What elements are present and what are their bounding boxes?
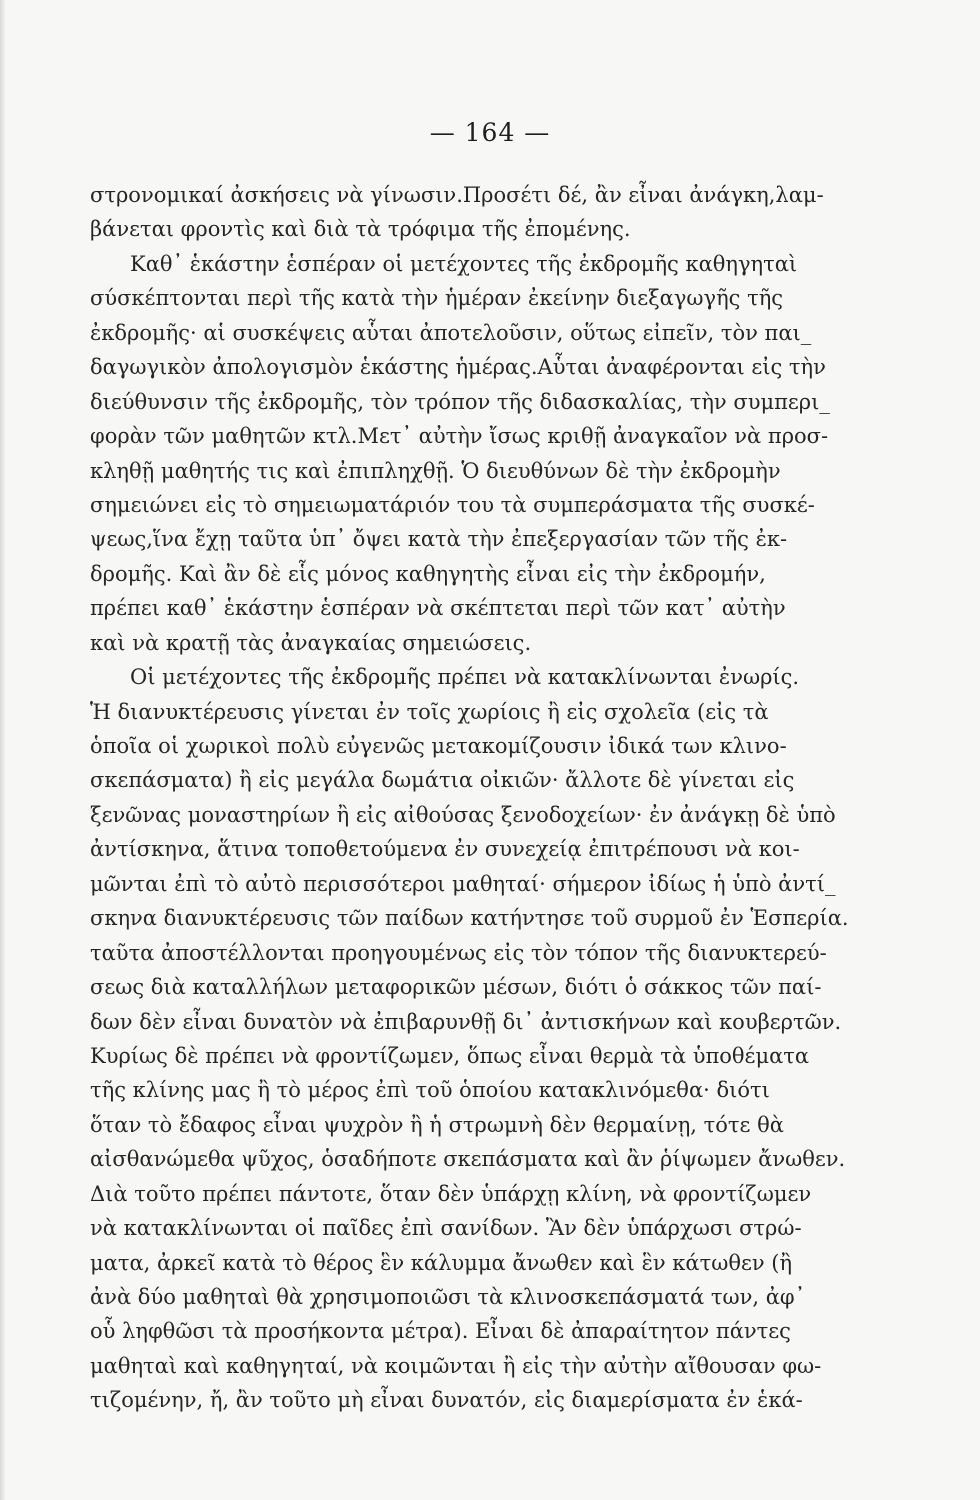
text-line: ταῦτα ἀποστέλλονται προηγουμένως εἰς τὸν τόπον τῆς διανυκτερεύ- bbox=[90, 940, 827, 965]
text-line: μῶνται ἐπὶ τὸ αὐτὸ περισσότεροι μαθηταί· σήμερον ἰδίως ἡ ὑπὸ ἀντί_ bbox=[90, 871, 836, 896]
page-number: — 164 — bbox=[429, 118, 551, 147]
text-line: ὁποῖα οἱ χωρικοὶ πολὺ εὐγενῶς μετακομίζουσιν ἰδικά των κλινο- bbox=[90, 734, 787, 758]
text-line: μαθηταὶ καὶ καθηγηταί, νὰ κοιμῶνται ἢ εἰς τὴν αὐτὴν αἴθουσαν φω- bbox=[90, 1353, 822, 1378]
text-line: δρομῆς. Καὶ ἂν δὲ εἷς μόνος καθηγητὴς εἶναι εἰς τὴν ἐκδρομήν, bbox=[90, 561, 766, 586]
text-line: ὅταν τὸ ἔδαφος εἶναι ψυχρὸν ἢ ἡ στρωμνὴ δὲν θερμαίνῃ, τότε θὰ bbox=[90, 1112, 784, 1137]
text-line: δων δὲν εἶναι δυνατὸν νὰ ἐπιβαρυνθῇ δι᾽ ἀντισκήνων καὶ κουβερτῶν. bbox=[90, 1009, 842, 1034]
text-line: τιζομένην, ἤ, ἂν τοῦτο μὴ εἶναι δυνατόν, εἰς διαμερίσματα ἐν ἑκά- bbox=[90, 1388, 803, 1413]
text-line: νὰ κατακλίνωνται οἱ παῖδες ἐπὶ σανίδων. Ἂν δὲν ὑπάρχωσι στρώ- bbox=[90, 1216, 802, 1241]
text-line: σύσκέπτονται περὶ τῆς κατὰ τὴν ἡμέραν ἐκείνην διεξαγωγῆς τῆς bbox=[90, 286, 784, 311]
text-line: σεως διὰ καταλλήλων μεταφορικῶν μέσων, διότι ὁ σάκκος τῶν παί- bbox=[90, 975, 822, 1000]
text-line: Οἱ μετέχοντες τῆς ἐκδρομῆς πρέπει νὰ κατακλίνωνται ἐνωρίς. bbox=[130, 665, 800, 690]
text-line: κληθῇ μαθητής τις καὶ ἐπιπληχθῇ. Ὁ διευθύνων δὲ τὴν ἐκδρομὴν bbox=[90, 458, 781, 483]
text-line: βάνεται φροντὶς καὶ διὰ τὰ τρόφιμα τῆς ἐπομένης. bbox=[90, 217, 631, 242]
text-line: σκηνα διανυκτέρευσις τῶν παίδων κατήντησε τοῦ συρμοῦ ἐν Ἑσπερία. bbox=[90, 906, 849, 931]
text-line: ἀντίσκηνα, ἅτινα τοποθετούμενα ἐν συνεχείᾳ ἐπιτρέπουσι νὰ κοι- bbox=[90, 837, 800, 862]
text-line: τῆς κλίνης μας ἢ τὸ μέρος ἐπὶ τοῦ ὁποίου κατακλινόμεθα· διότι bbox=[90, 1078, 770, 1103]
text-line: στρονομικαί ἀσκήσεις νὰ γίνωσιν.Προσέτι δέ, ἂν εἶναι ἀνάγκη,λαμ- bbox=[90, 183, 824, 207]
text-line: ἀνὰ δύο μαθηταὶ θὰ χρησιμοποιῶσι τὰ κλινοσκεπάσματά των, ἀφ᾽ bbox=[90, 1285, 806, 1309]
text-line: φορὰν τῶν μαθητῶν κτλ.Μετ᾽ αὐτὴν ἴσως κριθῇ ἀναγκαῖον νὰ προσ- bbox=[90, 424, 829, 449]
text-line: Κυρίως δὲ πρέπει νὰ φροντίζωμεν, ὅπως εἶναι θερμὰ τὰ ὑποθέματα bbox=[90, 1043, 810, 1068]
text-line: πρέπει καθ᾽ ἑκάστην ἑσπέραν νὰ σκέπτεται περὶ τῶν κατ᾽ αὐτὴν bbox=[90, 596, 786, 621]
text-line: ψεως,ἵνα ἔχῃ ταῦτα ὑπ᾽ ὄψει κατὰ τὴν ἐπεξεργασίαν τῶν τῆς ἐκ- bbox=[90, 527, 788, 552]
text-line: Ἡ διανυκτέρευσις γίνεται ἐν τοῖς χωρίοις ἢ εἰς σχολεῖα (εἰς τὰ bbox=[90, 699, 769, 724]
body-text bbox=[90, 178, 900, 1418]
text-line: αἰσθανώμεθα ψῦχος, ὁσαδήποτε σκεπάσματα καὶ ἂν ῥίψωμεν ἄνωθεν. bbox=[90, 1147, 846, 1172]
text-line: ἐκδρομῆς· αἱ συσκέψεις αὗται ἀποτελοῦσιν, οὕτως εἰπεῖν, τὸν παι_ bbox=[90, 320, 812, 345]
text-line: Καθ᾽ ἑκάστην ἑσπέραν οἱ μετέχοντες τῆς ἐκδρομῆς καθηγηταὶ bbox=[130, 251, 798, 276]
text-line: οὗ ληφθῶσι τὰ προσήκοντα μέτρα). Εἶναι δὲ ἀπαραίτητον πάντες bbox=[90, 1319, 791, 1344]
text-line: διεύθυνσιν τῆς ἐκδρομῆς, τὸν τρόπον τῆς διδασκαλίας, τὴν συμπερι_ bbox=[90, 389, 830, 414]
text-line: ξενῶνας μοναστηρίων ἢ εἰς αἰθούσας ξενοδοχείων· ἐν ἀνάγκῃ δὲ ὑπὸ bbox=[90, 802, 836, 827]
text-line: σημειώνει εἰς τὸ σημειωματάριόν του τὰ συμπεράσματα τῆς συσκέ- bbox=[90, 492, 815, 517]
page-edge-shadow bbox=[0, 0, 6, 1500]
text-line: δαγωγικὸν ἀπολογισμὸν ἑκάστης ἡμέρας.Αὗται ἀναφέρονται εἰς τὴν bbox=[90, 355, 826, 380]
text-line: σκεπάσματα) ἢ εἰς μεγάλα δωμάτια οἰκιῶν· ἄλλοτε δὲ γίνεται εἰς bbox=[90, 768, 795, 793]
text-line: ματα, ἀρκεῖ κατὰ τὸ θέρος ἓν κάλυμμα ἄνωθεν καὶ ἓν κάτωθεν (ἢ bbox=[90, 1250, 793, 1275]
text-line: καὶ νὰ κρατῇ τὰς ἀναγκαίας σημειώσεις. bbox=[90, 630, 532, 655]
text-line: Διὰ τοῦτο πρέπει πάντοτε, ὅταν δὲν ὑπάρχῃ κλίνη, νὰ φροντίζωμεν bbox=[90, 1181, 812, 1206]
